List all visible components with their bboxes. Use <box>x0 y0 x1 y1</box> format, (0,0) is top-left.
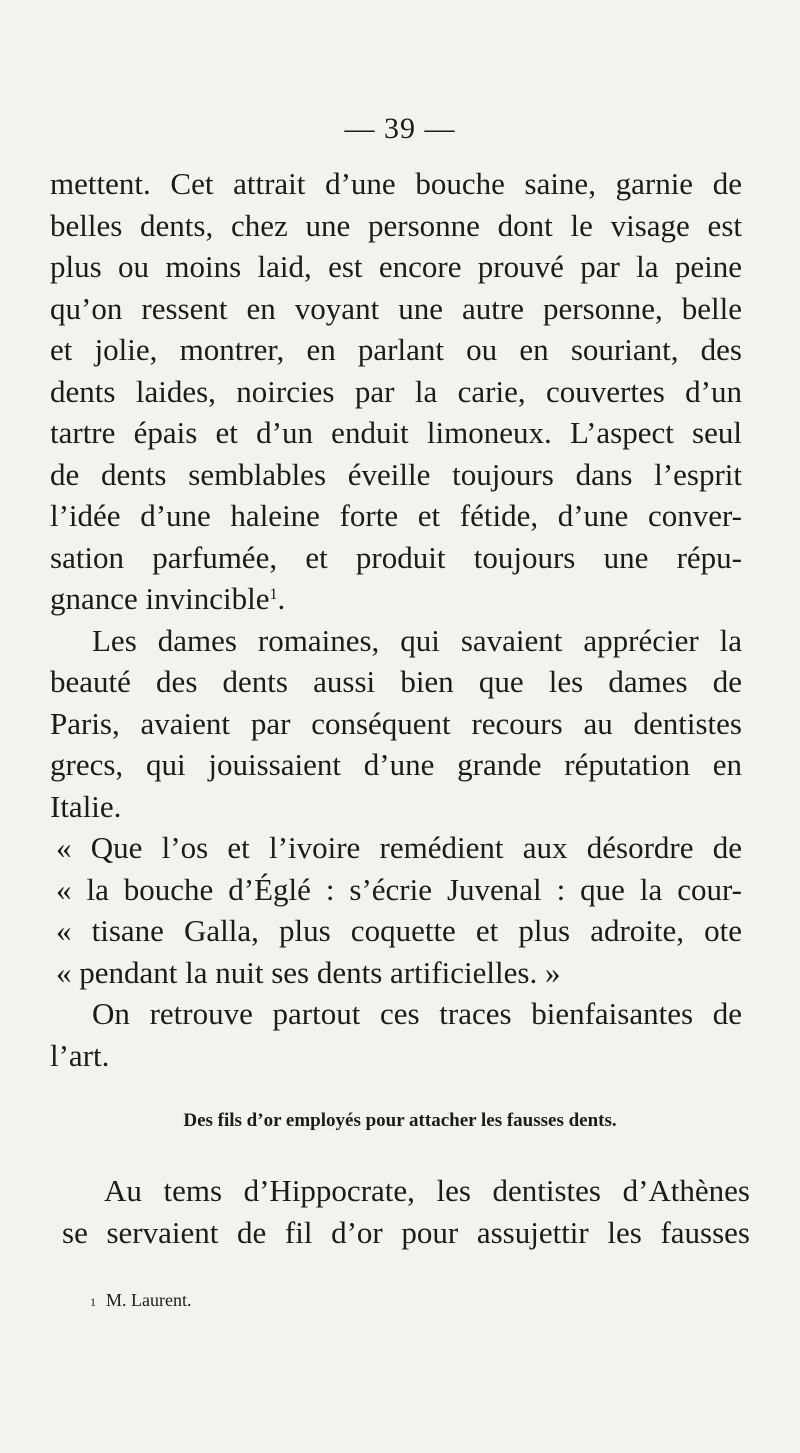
text-fragment: gnance invincible <box>50 581 270 616</box>
text-line: Au tems d’Hippocrate, les dentistes d’Athènes <box>104 1173 750 1208</box>
footnote-text: M. Laurent. <box>106 1290 192 1310</box>
text-line: On retrouve partout ces traces bienfaisantes de <box>92 996 742 1031</box>
text-line: qu’on ressent en voyant une autre personne, belle <box>50 290 742 326</box>
text-line: mettent. Cet attrait d’une bouche saine, garnie de <box>50 166 742 201</box>
text-line: l’art. <box>50 1037 110 1073</box>
footnote <box>90 1290 191 1311</box>
text-line: tartre épais et d’un enduit limoneux. L’aspect seul <box>50 415 742 450</box>
section-heading: Des fils d’or employés pour attacher les fausses dents. <box>183 1110 617 1131</box>
text-line: dents laides, noircies par la carie, couvertes d’un <box>50 373 742 409</box>
text-line: Italie. <box>50 788 122 824</box>
text-line: plus ou moins laid, est encore prouvé par la peine <box>50 249 742 284</box>
quote-line: « tisane Galla, plus coquette et plus adroite, ote <box>56 913 742 948</box>
footnote-mark: 1 <box>90 1295 96 1309</box>
page-number: — 39 — <box>344 112 456 145</box>
text-line: Les dames romaines, qui savaient apprécier la <box>92 622 742 658</box>
quote-line: « la bouche d’Églé : s’écrie Juvenal : que la cour- <box>56 871 742 907</box>
text-line: belles dents, chez une personne dont le visage est <box>50 207 742 243</box>
text-line: Paris, avaient par conséquent recours au dentistes <box>50 705 742 741</box>
text-line <box>50 578 742 620</box>
main-text <box>50 163 742 1076</box>
text-line: sation parfumée, et produit toujours une répu- <box>50 539 742 575</box>
footnote-reference: 1 <box>269 586 278 603</box>
text-line: se servaient de fil d’or pour assujettir les fausses <box>62 1214 750 1250</box>
quote-line: « Que l’os et l’ivoire remédient aux désordre de <box>56 830 742 865</box>
main-text-continued <box>62 1170 750 1253</box>
text-fragment: . <box>277 581 286 616</box>
quote-line: « pendant la nuit ses dents artificielles. » <box>56 954 561 990</box>
text-line: l’idée d’une haleine forte et fétide, d’une conver- <box>50 498 742 533</box>
text-line: de dents semblables éveille toujours dans l’esprit <box>50 456 742 492</box>
text-line: et jolie, montrer, en parlant ou en souriant, des <box>50 332 742 367</box>
text-line: beauté des dents aussi bien que les dames de <box>50 664 742 699</box>
text-line: grecs, qui jouissaient d’une grande réputation en <box>50 747 742 782</box>
